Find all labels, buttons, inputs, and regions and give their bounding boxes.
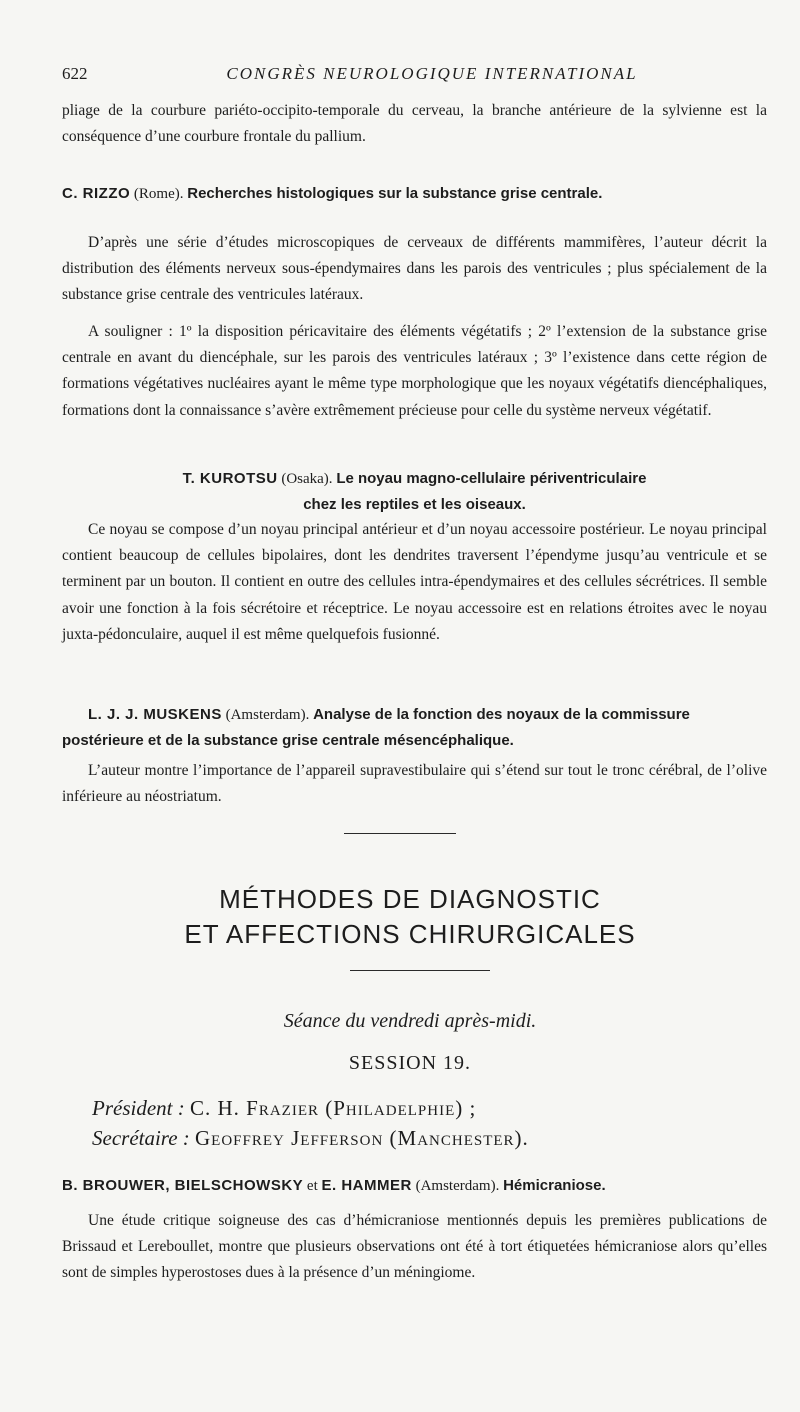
muskens-paragraph-1: L’auteur montre l’importance de l’appareil supravestibulaire qui s’étend sur tout le tronc cérébral, de l’olive inférieure au néostriatum. (62, 762, 767, 806)
brouwer-heading (62, 1173, 767, 1199)
muskens-heading (62, 702, 767, 754)
rizzo-author: C. RIZZO (62, 185, 131, 202)
kurotsu-paragraph-1: Ce noyau se compose d’un noyau principal antérieur et d’un noyau accessoire postérieur. Le noyau principal contient beaucoup de cellules bipolaires, dont les dendrites traversent l’épendyme jusqu’au ventricule et se terminent par un bouton. Il contient en outre des cellules intra-épendymaires et des cellules sécrétrices. Il semble avoir une fonction à la fois sécrétoire et réceptrice. Le noyau accessoire est en relations étroites avec le noyau juxta-pédonculaire, auquel il est même quelquefois fusionné. (62, 521, 767, 643)
muskens-author: L. J. J. MUSKENS (88, 706, 222, 723)
kurotsu-title-line2: chez les reptiles et les oiseaux. (303, 496, 526, 513)
secretary-name: Geoffrey Jefferson (Manchester). (195, 1126, 529, 1150)
section-title (100, 882, 720, 952)
brouwer-conjunction: et (306, 1178, 318, 1194)
kurotsu-heading (62, 466, 767, 518)
rizzo-paragraph-1: D’après une série d’études microscopiques de cerveaux de différents mammifères, l’auteur décrit la distribution des éléments nerveux sous-épendymaires dans les parois des ventricules ; plus spécialement de la substance grise centrale des ventricules latéraux. (62, 234, 767, 304)
secretary-line (92, 1123, 712, 1153)
running-title: CONGRÈS NEUROLOGIQUE INTERNATIONAL (226, 64, 638, 83)
section-divider-rule (350, 970, 490, 971)
brouwer-title: Hémicraniose. (503, 1177, 606, 1194)
brouwer-city: (Amsterdam). (415, 1178, 500, 1194)
president-role: Président : (92, 1096, 185, 1120)
brouwer-authors-1: B. BROUWER, BIELSCHOWSKY (62, 1177, 304, 1194)
secretary-role: Secrétaire : (92, 1126, 190, 1150)
kurotsu-city: (Osaka). (281, 471, 333, 487)
intro-paragraph: pliage de la courbure pariéto-occipito-temporale du cerveau, la branche antérieure de la sylvienne est la conséquence d’une courbure frontale du pallium. (62, 102, 767, 146)
seance-subtitle: Séance du vendredi après-midi. (283, 1010, 537, 1032)
kurotsu-author: T. KUROTSU (182, 470, 278, 487)
brouwer-paragraph-1: Une étude critique soigneuse des cas d’hémicraniose mentionnés depuis les premières publications de Brissaud et Lereboullet, montre que plusieurs observations ont été à tort étiquetées hémicraniose alors qu’elles sont de simples hyperostoses dues à la présence d’un méningiome. (62, 1212, 767, 1282)
section-title-line1: MÉTHODES DE DIAGNOSTIC (219, 884, 601, 914)
page-number: 622 (62, 64, 88, 83)
brouwer-authors-2: E. HAMMER (321, 1177, 412, 1194)
muskens-title: Analyse de la fonction des noyaux de la commissure postérieure et de la substance grise centrale mésencéphalique. (62, 706, 690, 749)
session-label: SESSION 19. (348, 1052, 472, 1074)
rizzo-paragraph-2: A souligner : 1º la disposition péricavitaire des éléments végétatifs ; 2º l’extension de la substance grise centrale en avant du diencéphale, sur les parois des ventricules latéraux ; 3º l’existence dans cette région de formations végétatives nucléaires ayant le même type morphologique que les noyaux végétatifs diencéphaliques, formations dont la connaissance s’avère extrêmement précieuse pour celle du système nerveux végétatif. (62, 323, 767, 419)
rizzo-heading (62, 181, 767, 207)
president-line (92, 1093, 712, 1123)
muskens-city: (Amsterdam). (225, 707, 310, 723)
rizzo-title: Recherches histologiques sur la substance grise centrale. (187, 185, 603, 202)
kurotsu-title-line1: Le noyau magno-cellulaire périventriculaire (336, 470, 647, 487)
divider-rule (344, 833, 456, 834)
president-name: C. H. Frazier (Philadelphie) ; (189, 1096, 477, 1120)
section-title-line2: ET AFFECTIONS CHIRURGICALES (184, 919, 636, 949)
rizzo-city: (Rome). (133, 186, 184, 202)
session-officers (92, 1093, 712, 1153)
running-head (62, 64, 762, 88)
